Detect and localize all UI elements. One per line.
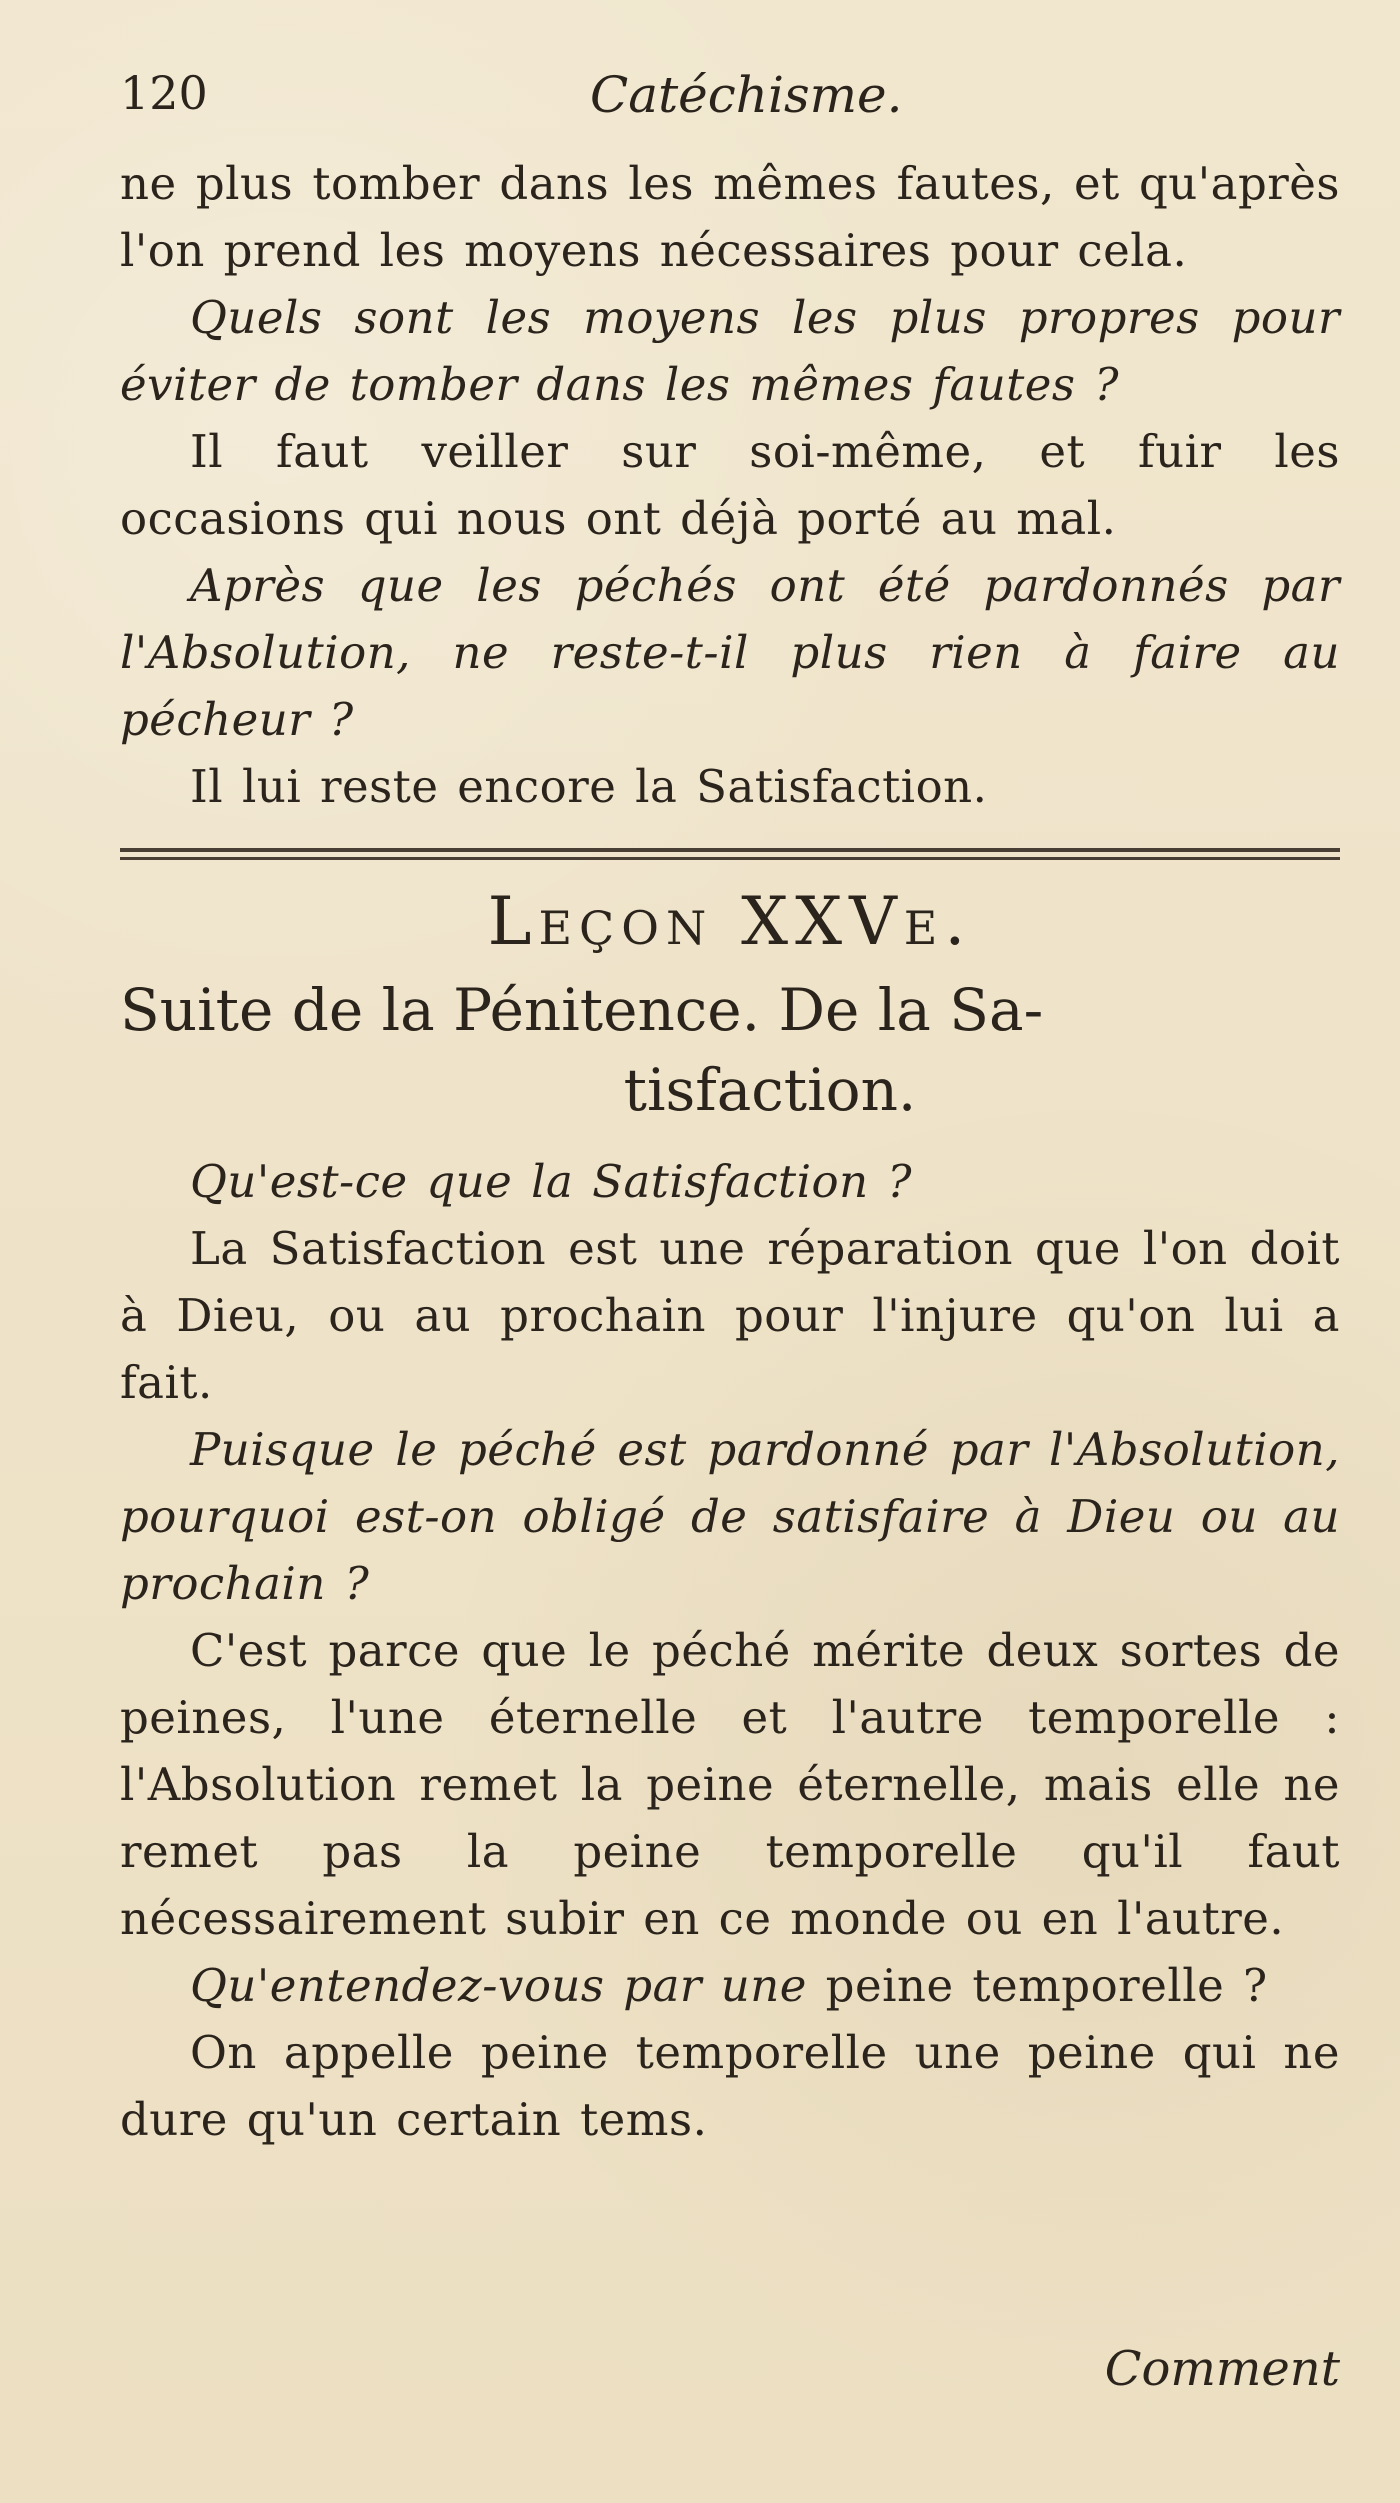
catchword: Comment [1104,2341,1340,2397]
question-5-italic: Qu'entendez-vous par une [190,1959,807,2012]
question-3: Qu'est-ce que la Satisfaction ? [190,1155,913,1208]
answer-5: On appelle peine temporelle une peine qui ne dure qu'un certain tems. [120,2026,1340,2146]
question-5-roman: peine temporelle ? [806,1959,1268,2012]
lesson-subtitle-line2: tisfaction. [623,1056,917,1124]
lesson-subtitle-line1: Suite de la Pénitence. De la Sa- [120,976,1044,1044]
answer-3: La Satisfaction est une réparation que l'on doit à Dieu, ou au prochain pour l'injure qu'on lui a fait. [120,1222,1340,1409]
answer-continuation: ne plus tomber dans les mêmes fautes, et qu'après l'on prend les moyens nécessaires pour cela. [120,157,1340,277]
lesson-subtitle [120,970,1340,1130]
question-1: Quels sont les moyens les plus propres pour éviter de tomber dans les mêmes fautes ? [120,291,1340,411]
question-4: Puisque le péché est pardonné par l'Absolution, pourquoi est-on obligé de satisfaire à Dieu ou au prochain ? [120,1423,1340,1610]
answer-2: Il lui reste encore la Satisfaction. [190,760,988,813]
lesson-title: Leçon XXVe. [487,883,973,960]
page-header [120,66,1340,142]
question-answer-mixed [120,1952,1340,2019]
answer-4: C'est parce que le péché mérite deux sortes de peines, l'une éternelle et l'autre temporelle : l'Absolution remet la peine éternelle, mais elle ne remet pas la peine temporelle qu'il faut nécessairement subir en ce monde ou en l'autre. [120,1624,1340,1945]
question-2: Après que les péchés ont été pardonnés par l'Absolution, ne reste-t-il plus rien à faire au pécheur ? [120,559,1340,746]
page-text [120,150,1340,2153]
running-title: Catéchisme. [590,66,903,124]
page-number: 120 [120,66,208,120]
section-divider [120,844,1340,866]
answer-1: Il faut veiller sur soi-même, et fuir les occasions qui nous ont déjà porté au mal. [120,425,1340,545]
